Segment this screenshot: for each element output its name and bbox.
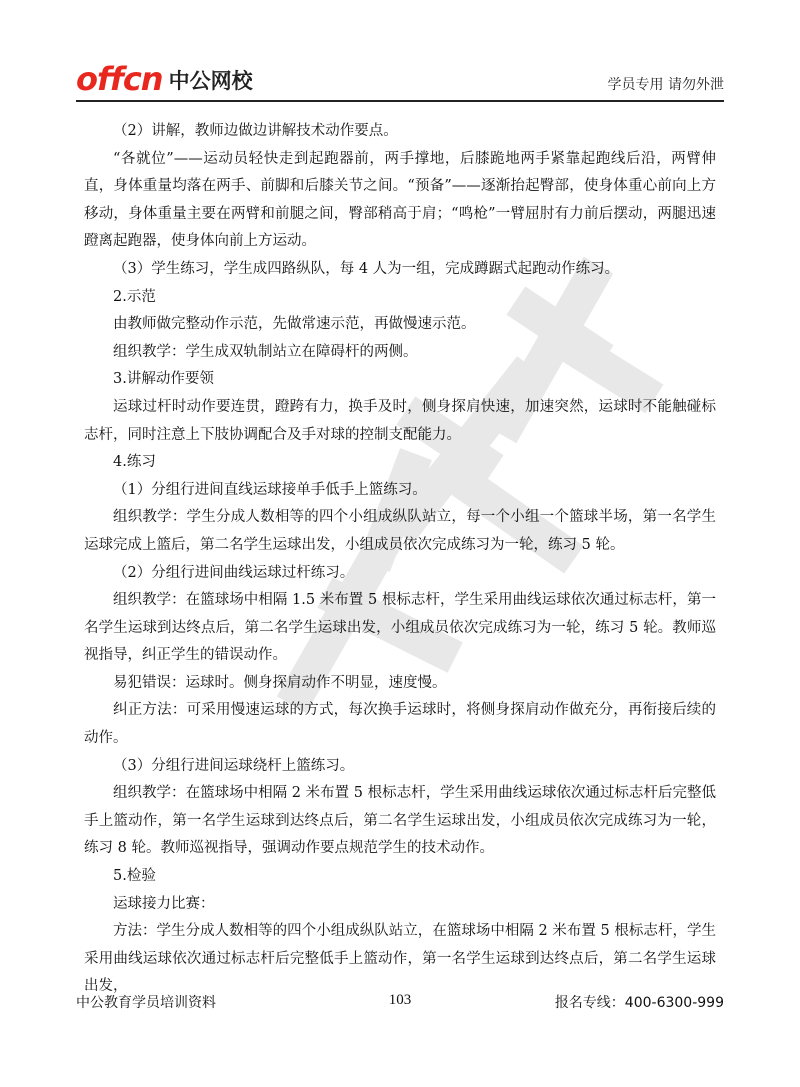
paragraph: 运球接力比赛： [113,895,215,912]
header-notice: 学员专用 请勿外泄 [607,77,724,93]
paragraph: 组织教学：在篮球场中相隔 1.5 米布置 5 根标志杆，学生采用曲线运球依次通过标志杆，第一名学生运球到达终点后，第二名学生运球出发，小组成员依次完成练习为一轮，练习 5 轮。教师巡视指导，纠正学生的错误动作。 [84,592,716,664]
page-number: 103 [388,992,412,1008]
paragraph: （3）学生练习，学生成四路纵队，每 4 人为一组，完成蹲踞式起跑动作练习。 [113,260,620,277]
section-heading: 5.检验 [113,868,156,885]
paragraph: 方法：学生分成人数相等的四个小组成纵队站立，在篮球场中相隔 2 米布置 5 根标志杆，学生采用曲线运球依次通过标志杆后完整低手上篮动作，第一名学生运球到达终点后，第二名学生运球出发， [84,923,716,995]
paragraph: 运球过杆时动作要连贯，蹬跨有力，换手及时，侧身探肩快速，加速突然，运球时不能触碰标志杆，同时注意上下肢协调配合及手对球的控制支配能力。 [84,398,716,443]
logo-text: 中公网校 [168,69,253,93]
footer-source: 中公教育学员培训资料 [76,995,216,1011]
logo-mark: offcn [76,60,163,98]
footer-hotline: 报名专线：400-6300-999 [554,995,724,1011]
paragraph: 由教师做完整动作示范，先做常速示范，再做慢速示范。 [113,316,476,333]
page-content [84,118,716,1001]
paragraph: （3）分组行进间运球绕杆上篮练习。 [113,757,355,774]
paragraph: （1）分组行进间直线运球接单手低手上篮练习。 [113,481,427,498]
paragraph: “各就位”——运动员轻快走到起跑器前，两手撑地，后膝跪地两手紧靠起跑线后沿，两臂伸直，身体重量均落在两手、前脚和后膝关节之间。“预备”——逐渐抬起臀部，使身体重心前向上方移动，身体重量主要在两臂和前腿之间，臀部稍高于肩；“鸣枪”一臂屈肘有力前后摆动，两腿迅速蹬离起跑器，使身体向前上方运动。 [84,150,716,250]
paragraph: 纠正方法：可采用慢速运球的方式，每次换手运球时，将侧身探肩动作做充分，再衔接后续的动作。 [84,702,716,747]
paragraph: （2）讲解，教师边做边讲解技术动作要点。 [113,123,398,139]
paragraph: 易犯错误：运球时。侧身探肩动作不明显，速度慢。 [113,674,447,691]
paragraph: 组织教学：学生分成人数相等的四个小组成纵队站立，每一个小组一个篮球半场，第一名学生运球完成上篮后，第二名学生运球出发，小组成员依次完成练习为一轮，练习 5 轮。 [84,509,716,553]
section-heading: 3.讲解动作要领 [113,371,214,388]
paragraph: 组织教学：学生成双轨制站立在障碍杆的两侧。 [113,343,418,360]
paragraph: 组织教学：在篮球场中相隔 2 米布置 5 根标志杆，学生采用曲线运球依次通过标志杆后完整低手上篮动作，第一名学生运球到达终点后，第二名学生运球出发，小组成员依次完成练习为一轮，练习 8 轮。教师巡视指导，强调动作要点规范学生的技术动作。 [84,785,716,857]
offcn-logo [76,60,253,98]
section-heading: 2.示范 [113,288,156,305]
page-footer [76,992,724,1014]
header-divider [76,100,724,102]
section-heading: 4.练习 [113,454,156,471]
paragraph: （2）分组行进间曲线运球过杆练习。 [113,564,355,581]
page-header [76,60,724,102]
